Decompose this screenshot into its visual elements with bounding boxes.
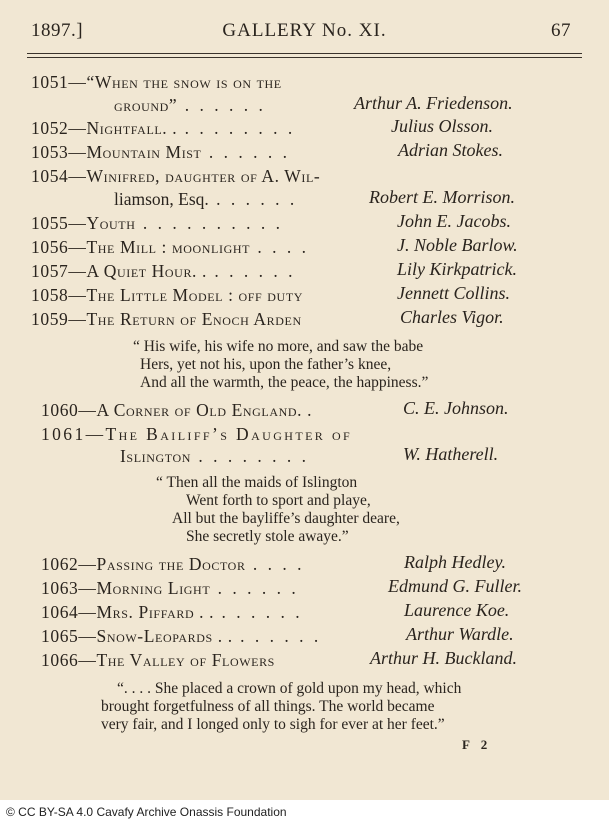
entry-1053-artist: Adrian Stokes. xyxy=(398,140,503,160)
quote-1-line1: “ His wife, his wife no more, and saw the babe xyxy=(133,338,424,355)
header-year: 1897.] xyxy=(31,20,84,41)
header-rule-top xyxy=(27,53,582,54)
quote-3-line1: “. . . . She placed a crown of gold upon my head, which xyxy=(117,680,462,697)
entry-1051-artist: Arthur A. Friedenson. xyxy=(354,93,513,113)
quote-3-line3: very fair, and I longed only to sigh for ever at her feet.” xyxy=(101,716,445,733)
entry-1063-artist: Edmund G. Fuller. xyxy=(388,576,522,596)
entry-1052-artist: Julius Olsson. xyxy=(391,116,494,136)
entry-1060: 1060—A Corner of Old England. . xyxy=(41,400,313,420)
entry-1062: 1062—Passing the Doctor . . . . xyxy=(41,554,305,574)
entry-1054-title-line2: liamson, Esq. . . . . . . xyxy=(114,189,298,209)
quote-1-line2: Hers, yet not his, upon the father’s knee, xyxy=(140,356,392,373)
entry-1054-artist: Robert E. Morrison. xyxy=(369,187,515,207)
entry-1066: 1066—The Valley of Flowers xyxy=(41,650,275,670)
entry-1055: 1055—Youth . . . . . . . . . . xyxy=(31,213,283,233)
quote-2-line4: She secretly stole awaye.” xyxy=(186,528,349,545)
entry-1057-artist: Lily Kirkpatrick. xyxy=(397,259,517,279)
entry-1051-title-line2: ground” . . . . . . xyxy=(114,95,266,115)
signature-mark: F 2 xyxy=(462,737,492,752)
entry-1066-artist: Arthur H. Buckland. xyxy=(370,648,517,668)
entry-1056-artist: J. Noble Barlow. xyxy=(397,235,518,255)
entry-1061-artist: W. Hatherell. xyxy=(403,444,499,464)
entry-1065: 1065—Snow-Leopards . . . . . . . . xyxy=(41,626,322,646)
entry-1065-artist: Arthur Wardle. xyxy=(406,624,514,644)
entry-1058-artist: Jennett Collins. xyxy=(397,283,510,303)
entry-1061-title-line1: 1061—The Bailiff’s Daughter of xyxy=(41,424,353,444)
entry-1063: 1063—Morning Light . . . . . . xyxy=(41,578,299,598)
header-gallery-title: GALLERY No. XI. xyxy=(222,20,387,41)
entry-1056: 1056—The Mill : moonlight . . . . xyxy=(31,237,310,257)
entry-1060-artist: C. E. Johnson. xyxy=(403,398,509,418)
quote-2-line3: All but the bayliffe’s daughter deare, xyxy=(172,510,400,527)
header-rule-bottom xyxy=(27,57,582,58)
entry-1064: 1064—Mrs. Piffard . . . . . . . . xyxy=(41,602,303,622)
entry-1064-artist: Laurence Koe. xyxy=(404,600,510,620)
entry-1057: 1057—A Quiet Hour. . . . . . . . xyxy=(31,261,296,281)
quote-2-line1: “ Then all the maids of Islington xyxy=(156,474,358,491)
entry-1054-title-line1: 1054—Winifred, daughter of A. Wil- xyxy=(31,166,321,186)
entry-1059: 1059—The Return of Enoch Arden xyxy=(31,309,302,329)
entry-1062-artist: Ralph Hedley. xyxy=(404,552,506,572)
entry-1053: 1053—Mountain Mist . . . . . . xyxy=(31,142,290,162)
entry-1061-title-line2: Islington . . . . . . . . xyxy=(120,446,310,466)
quote-3-line2: brought forgetfulness of all things. The world became xyxy=(101,698,435,715)
image-credit: © CC BY-SA 4.0 Cavafy Archive Onassis Foundation xyxy=(6,805,287,819)
quote-1-line3: And all the warmth, the peace, the happiness.” xyxy=(140,374,429,391)
entry-1052: 1052—Nightfall. . . . . . . . . . xyxy=(31,118,296,138)
header-page-number: 67 xyxy=(551,20,571,41)
quote-2-line2: Went forth to sport and playe, xyxy=(186,492,371,509)
entry-1051-title-line1: 1051—“When the snow is on the xyxy=(31,72,282,92)
entry-1055-artist: John E. Jacobs. xyxy=(397,211,511,231)
entry-1059-artist: Charles Vigor. xyxy=(400,307,504,327)
entry-1058: 1058—The Little Model : off duty xyxy=(31,285,304,305)
